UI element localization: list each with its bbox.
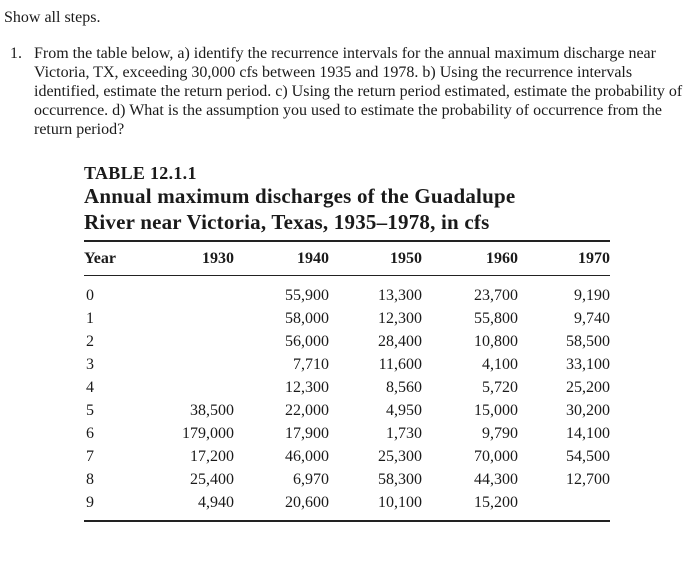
discharge-cell: 25,400	[190, 471, 234, 488]
discharge-cell: 1,730	[386, 425, 422, 442]
year-digit-cell: 3	[86, 356, 94, 373]
table-row	[84, 491, 610, 514]
table-row	[84, 276, 610, 308]
discharge-cell: 54,500	[566, 448, 610, 465]
discharge-cell: 9,790	[482, 425, 518, 442]
discharge-table	[84, 242, 610, 514]
question-text: From the table below, a) identify the recurrence intervals for the annual maximum discharge near Victoria, TX, exceeding 30,000 cfs between 1935 and 1978. b) Using the recurrence intervals identified, estimate the return period. c) Using the return period estimated, estimate the probability of occurrence. d) What is the assumption you used to estimate the probability of occurrence from the return period?	[34, 45, 683, 138]
discharge-cell	[518, 491, 610, 514]
question-1	[4, 44, 692, 139]
discharge-cell: 15,200	[474, 494, 518, 511]
discharge-cell: 25,300	[378, 448, 422, 465]
discharge-cell: 4,950	[386, 402, 422, 419]
discharge-cell: 8,560	[386, 379, 422, 396]
discharge-cell: 12,300	[378, 310, 422, 327]
table-row	[84, 330, 610, 353]
table-bottom-rule	[84, 520, 610, 522]
year-digit-cell: 6	[86, 425, 94, 442]
discharge-cell: 17,900	[285, 425, 329, 442]
discharge-cell: 4,100	[482, 356, 518, 373]
year-digit-cell: 0	[86, 287, 94, 304]
discharge-cell: 9,740	[574, 310, 610, 327]
discharge-cell	[144, 330, 234, 353]
discharge-cell: 22,000	[285, 402, 329, 419]
discharge-cell: 30,200	[566, 402, 610, 419]
question-number: 1.	[10, 45, 22, 62]
discharge-cell: 7,710	[293, 356, 329, 373]
table-label: TABLE 12.1.1	[84, 163, 197, 183]
table-row	[84, 422, 610, 445]
discharge-cell: 15,000	[474, 402, 518, 419]
table-row	[84, 307, 610, 330]
discharge-cell: 9,190	[574, 287, 610, 304]
discharge-cell: 55,800	[474, 310, 518, 327]
discharge-cell: 58,300	[378, 471, 422, 488]
year-digit-cell: 9	[86, 494, 94, 511]
discharge-cell: 4,940	[198, 494, 234, 511]
discharge-cell: 17,200	[190, 448, 234, 465]
discharge-cell: 58,500	[566, 333, 610, 350]
instruction-text: Show all steps.	[4, 9, 101, 26]
discharge-cell: 38,500	[190, 402, 234, 419]
discharge-cell: 33,100	[566, 356, 610, 373]
discharge-cell: 6,970	[293, 471, 329, 488]
year-digit-cell: 8	[86, 471, 94, 488]
year-digit-cell: 4	[86, 379, 94, 396]
discharge-cell: 44,300	[474, 471, 518, 488]
year-digit-cell: 5	[86, 402, 94, 419]
discharge-cell: 28,400	[378, 333, 422, 350]
year-digit-cell: 1	[86, 310, 94, 327]
discharge-cell: 25,200	[566, 379, 610, 396]
year-digit-cell: 2	[86, 333, 94, 350]
table-header-row	[84, 242, 610, 276]
discharge-cell: 23,700	[474, 287, 518, 304]
discharge-table-block	[84, 163, 610, 522]
discharge-cell	[144, 307, 234, 330]
year-digit-cell: 7	[86, 448, 94, 465]
discharge-cell: 12,300	[285, 379, 329, 396]
header-1940: 1940	[297, 249, 329, 267]
table-title-line-2: River near Victoria, Texas, 1935–1978, in cfs	[84, 210, 490, 234]
table-title-line-1: Annual maximum discharges of the Guadalupe	[84, 184, 516, 208]
header-1950: 1950	[390, 249, 422, 267]
discharge-cell: 56,000	[285, 333, 329, 350]
discharge-cell: 46,000	[285, 448, 329, 465]
discharge-cell: 14,100	[566, 425, 610, 442]
discharge-cell: 12,700	[566, 471, 610, 488]
discharge-cell: 58,000	[285, 310, 329, 327]
discharge-cell: 5,720	[482, 379, 518, 396]
discharge-cell: 55,900	[285, 287, 329, 304]
discharge-cell: 11,600	[378, 356, 422, 373]
discharge-cell: 70,000	[474, 448, 518, 465]
discharge-cell: 10,800	[474, 333, 518, 350]
discharge-cell: 13,300	[378, 287, 422, 304]
discharge-cell	[144, 276, 234, 308]
discharge-cell: 10,100	[378, 494, 422, 511]
discharge-cell: 20,600	[285, 494, 329, 511]
table-row	[84, 353, 610, 376]
discharge-cell	[144, 353, 234, 376]
table-row	[84, 445, 610, 468]
header-year: Year	[84, 249, 116, 267]
discharge-cell	[144, 376, 234, 399]
table-body	[84, 276, 610, 515]
header-1930: 1930	[202, 249, 234, 267]
discharge-cell: 179,000	[182, 425, 234, 442]
table-row	[84, 399, 610, 422]
table-row	[84, 376, 610, 399]
header-1970: 1970	[578, 249, 610, 267]
table-row	[84, 468, 610, 491]
header-1960: 1960	[486, 249, 518, 267]
